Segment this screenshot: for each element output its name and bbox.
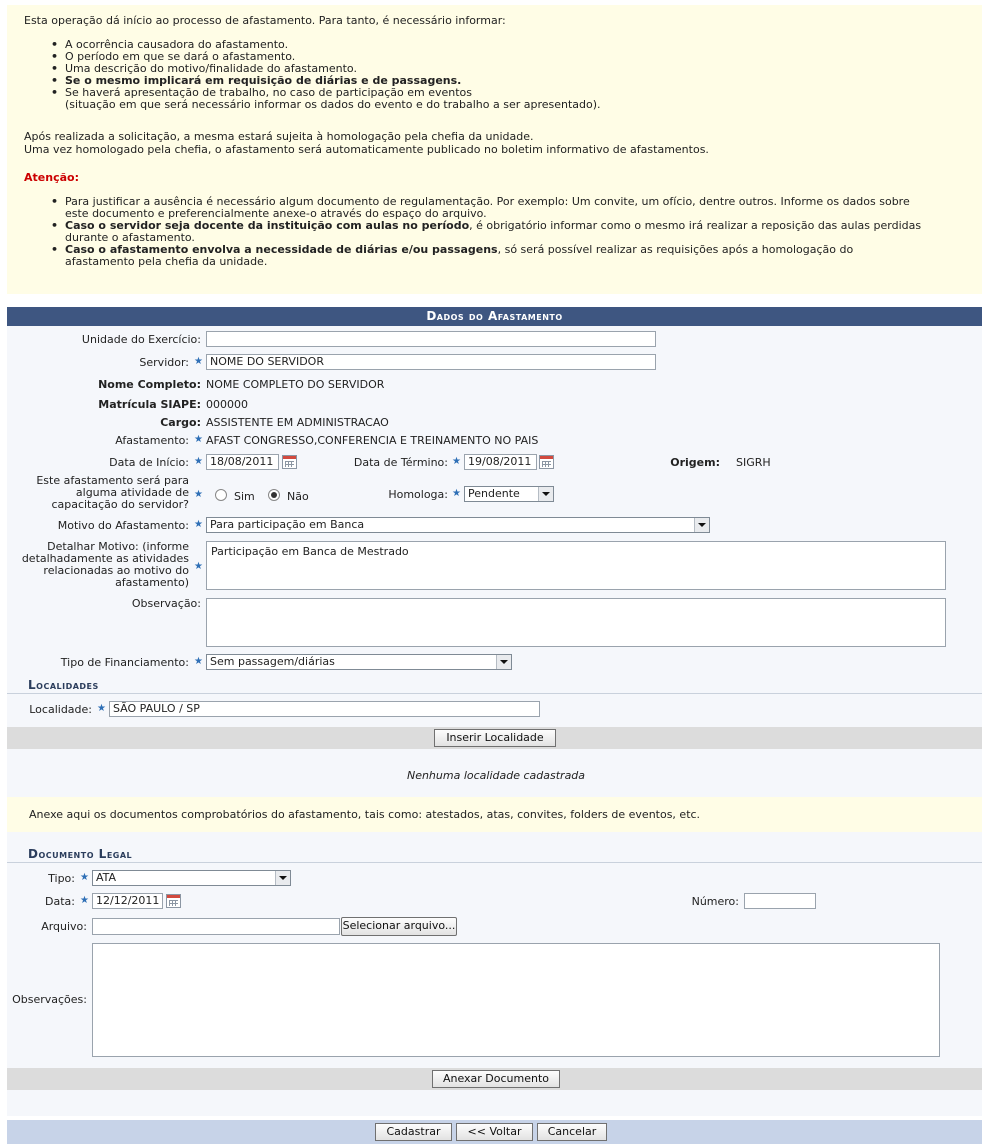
- calendar-icon[interactable]: [282, 455, 297, 469]
- financiamento-label: Tipo de Financiamento:: [60, 656, 189, 669]
- tipo-value: ATA: [96, 871, 117, 884]
- list-item-text: , só será possível realizar as requisições após a homologação do: [497, 243, 854, 256]
- numero-input[interactable]: [744, 893, 816, 909]
- capacitacao-label-line: alguma atividade de: [75, 486, 189, 499]
- sim-radio[interactable]: [215, 489, 227, 501]
- chevron-down-icon: [694, 518, 709, 532]
- observacao-label: Observação:: [131, 597, 201, 610]
- calendar-icon[interactable]: [539, 455, 554, 469]
- detalhar-label: [22, 541, 189, 589]
- list-item: [51, 220, 921, 244]
- detalhar-label-line: detalhadamente as atividades: [21, 552, 189, 565]
- required-icon: ★: [80, 895, 89, 906]
- capacitacao-label-line: capacitação do servidor?: [51, 498, 189, 511]
- servidor-label: Servidor:: [139, 356, 189, 369]
- intro-text: Esta operação dá início ao processo de afastamento. Para tanto, é necessário informar:: [24, 14, 506, 27]
- data-termino-input[interactable]: 19/08/2011: [464, 454, 537, 470]
- sim-label: Sim: [234, 490, 255, 503]
- list-item: • A ocorrência causadora do afastamento.: [51, 39, 601, 51]
- arquivo-input[interactable]: [92, 918, 340, 935]
- selecionar-arquivo-button[interactable]: Selecionar arquivo...: [341, 917, 457, 936]
- publication-text: Uma vez homologado pela chefia, o afastamento será automaticamente publicado no boletim informativo de afastamentos.: [24, 143, 709, 156]
- observacoes-textarea[interactable]: [92, 943, 940, 1057]
- list-item-text: , é obrigatório informar como o mesmo irá realizar a reposição das aulas perdidas: [469, 219, 922, 232]
- matricula-label: Matrícula SIAPE:: [98, 398, 201, 411]
- origem-value: SIGRH: [736, 456, 771, 469]
- motivo-value: Para participação em Banca: [210, 518, 365, 531]
- financiamento-select[interactable]: [206, 654, 512, 670]
- required-icon: ★: [80, 872, 89, 883]
- list-item-text: Para justificar a ausência é necessário algum documento de regulamentação. Por exemplo: Um convite, um ofício, dentre outros. Informe os dados sobre: [65, 195, 910, 208]
- required-icon: ★: [97, 703, 106, 714]
- cargo-label: Cargo:: [160, 416, 201, 429]
- arquivo-label: Arquivo:: [41, 920, 87, 933]
- servidor-input[interactable]: NOME DO SERVIDOR: [206, 354, 656, 370]
- required-icon: ★: [452, 488, 461, 499]
- chevron-down-icon: [275, 871, 290, 885]
- required-icon: ★: [194, 656, 203, 667]
- attention-heading: Atenção:: [24, 171, 79, 184]
- cancelar-button[interactable]: Cancelar: [537, 1123, 607, 1141]
- data-termino-label: Data de Término:: [353, 456, 448, 469]
- list-item-text: Se haverá apresentação de trabalho, no caso de participação em eventos: [65, 86, 473, 99]
- list-item-bold: Caso o afastamento envolva a necessidade de diárias e/ou passagens: [65, 243, 498, 256]
- required-icon: ★: [194, 356, 203, 367]
- instructions-panel: [7, 5, 982, 294]
- data-label: Data:: [45, 895, 75, 908]
- unidade-input[interactable]: [206, 331, 656, 347]
- localidades-title: Localidades: [7, 677, 982, 694]
- observacao-textarea[interactable]: [206, 598, 946, 647]
- data-inicio-label: Data de Início:: [109, 456, 189, 469]
- tipo-label: Tipo:: [48, 872, 75, 885]
- anexo-notice: [7, 797, 982, 832]
- list-item-text: durante o afastamento.: [65, 231, 195, 244]
- required-icon: ★: [194, 561, 203, 572]
- homologa-select[interactable]: [464, 486, 554, 502]
- localidade-input[interactable]: SÃO PAULO / SP: [109, 701, 540, 717]
- list-item-bold: Caso o servidor seja docente da instituição com aulas no período: [65, 219, 470, 232]
- afastamento-value: AFAST CONGRESSO,CONFERENCIA E TREINAMENTO NO PAIS: [206, 434, 539, 447]
- homologa-value: Pendente: [468, 487, 520, 500]
- required-icon: ★: [194, 434, 203, 445]
- tipo-select[interactable]: [92, 870, 291, 886]
- nao-radio[interactable]: [268, 489, 280, 501]
- cargo-value: ASSISTENTE EM ADMINISTRACAO: [206, 416, 389, 429]
- list-item: • O período em que se dará o afastamento.: [51, 51, 601, 63]
- localidades-empty-text: Nenhuma localidade cadastrada: [406, 769, 586, 782]
- attention-list: [51, 196, 921, 268]
- list-item-text: este documento e preferencialmente anexe-o através do espaço do arquivo.: [65, 207, 487, 220]
- unidade-label: Unidade do Exercício:: [81, 333, 201, 346]
- nao-label: Não: [287, 490, 309, 503]
- section-title: Dados do Afastamento: [7, 307, 982, 326]
- voltar-button[interactable]: << Voltar: [456, 1123, 533, 1141]
- approval-text: Após realizada a solicitação, a mesma estará sujeita à homologação pela chefia da unidade.: [24, 130, 534, 143]
- capacitacao-label-line: Este afastamento será para: [36, 474, 189, 487]
- requirements-list: [51, 39, 601, 111]
- matricula-value: 000000: [206, 398, 248, 411]
- motivo-label: Motivo do Afastamento:: [57, 519, 189, 532]
- list-item: • Uma descrição do motivo/finalidade do afastamento.: [51, 63, 601, 75]
- nome-completo-label: Nome Completo:: [98, 378, 201, 391]
- required-icon: ★: [194, 519, 203, 530]
- list-item-text: afastamento pela chefia da unidade.: [65, 255, 268, 268]
- list-item: [51, 196, 921, 220]
- nome-completo-value: NOME COMPLETO DO SERVIDOR: [206, 378, 385, 391]
- homologa-label: Homologa:: [388, 488, 448, 501]
- calendar-icon[interactable]: [166, 894, 181, 908]
- inserir-localidade-button[interactable]: Inserir Localidade: [434, 729, 556, 747]
- localidade-label: Localidade:: [29, 703, 92, 716]
- required-icon: ★: [452, 456, 461, 467]
- documento-title: Documento Legal: [7, 846, 982, 863]
- detalhar-textarea[interactable]: Participação em Banca de Mestrado: [206, 541, 946, 590]
- chevron-down-icon: [496, 655, 511, 669]
- chevron-down-icon: [538, 487, 553, 501]
- motivo-select[interactable]: [206, 517, 710, 533]
- detalhar-label-line: relacionadas ao motivo do: [43, 564, 189, 577]
- list-item: [51, 244, 921, 268]
- list-item-subtext: (situação em que será necessário informar os dados do evento e do trabalho a ser apresentado).: [65, 98, 601, 111]
- data-inicio-input[interactable]: 18/08/2011: [206, 454, 279, 470]
- detalhar-label-line: Detalhar Motivo: (informe: [47, 540, 189, 553]
- numero-label: Número:: [691, 895, 739, 908]
- cadastrar-button[interactable]: Cadastrar: [375, 1123, 452, 1141]
- required-icon: ★: [194, 456, 203, 467]
- anexo-notice-text: Anexe aqui os documentos comprobatórios do afastamento, tais como: atestados, atas, convites, folders de eventos, etc.: [29, 808, 701, 821]
- capacitacao-label: [36, 475, 189, 511]
- data-documento-input[interactable]: 12/12/2011: [92, 893, 163, 909]
- financiamento-value: Sem passagem/diárias: [210, 655, 335, 668]
- required-icon: ★: [194, 489, 203, 500]
- afastamento-label: Afastamento:: [115, 434, 189, 447]
- origem-label: Origem:: [670, 456, 720, 469]
- detalhar-label-line: afastamento): [115, 576, 189, 589]
- list-item: [51, 87, 601, 111]
- observacoes-label: Observações:: [12, 993, 87, 1006]
- anexar-documento-button[interactable]: Anexar Documento: [432, 1070, 560, 1088]
- list-item: • Se o mesmo implicará em requisição de diárias e de passagens.: [51, 75, 601, 87]
